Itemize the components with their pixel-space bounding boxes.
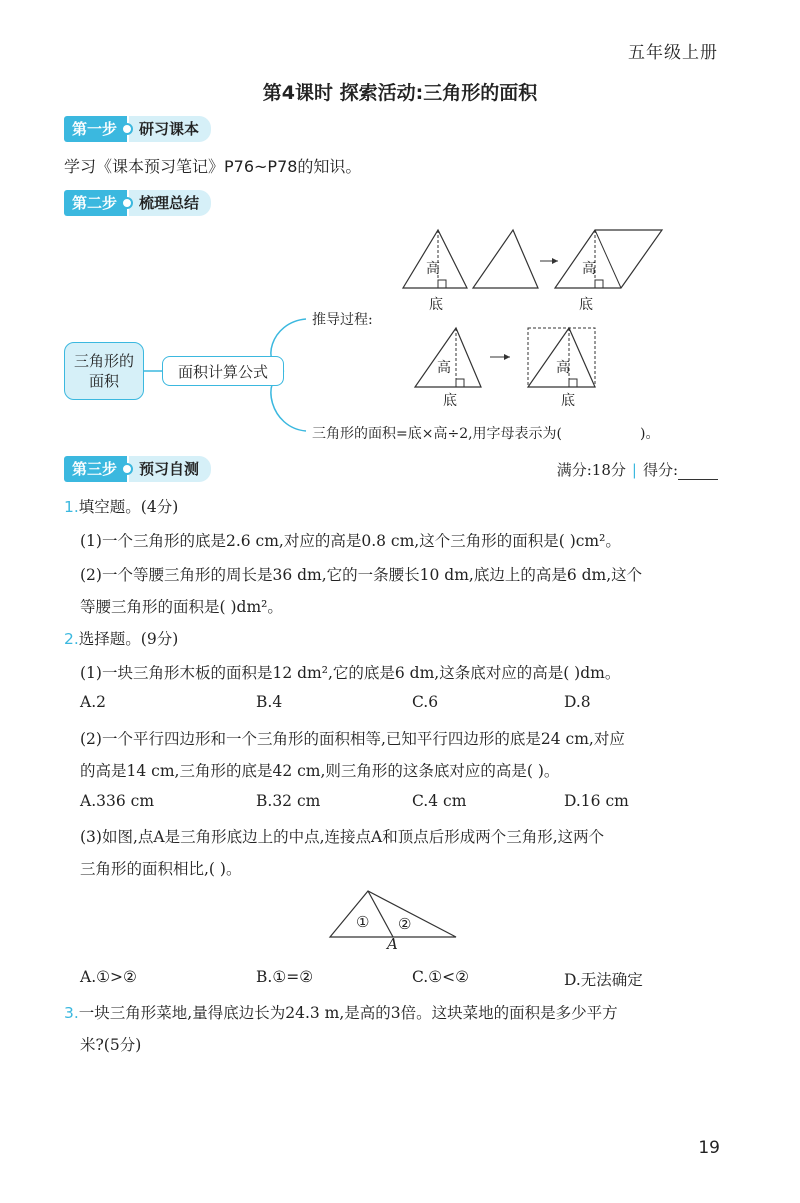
step1-text: 学习《课本预习笔记》P76~P78的知识。 [64,157,362,176]
point-a-label: A [387,935,398,953]
q2-p1-option-b[interactable]: B.4 [256,693,283,711]
q3-line2: 米?(5分) [80,1036,142,1054]
height-label: 高 [437,360,451,376]
q2-p1-option-a[interactable]: A.2 [80,693,106,711]
score-label: 得分: [642,461,678,479]
q1-heading: 1.填空题。(4分) [64,498,179,516]
q2-heading: 2.选择题。(9分) [64,630,179,648]
height-label: 高 [426,261,440,277]
lesson-title: 第4课时 探索活动:三角形的面积 [262,82,538,104]
q2-part3-line1: (3)如图,点A是三角形底边上的中点,连接点A和顶点后形成两个三角形,这两个 [80,828,605,846]
score-line: 满分:18分 | 得分: [557,459,718,480]
derivation-diagram [395,224,675,420]
height-label: 高 [582,261,596,277]
score-blank[interactable] [678,463,718,480]
q2-p3-option-c[interactable]: C.①<② [412,968,470,986]
q2-p1-option-d[interactable]: D.8 [564,693,591,711]
grade-label: 五年级上册 [628,43,718,63]
q2-p3-option-d[interactable]: D.无法确定 [564,971,643,989]
region-1-label: ① [356,913,370,931]
formula-text: 三角形的面积=底×高÷2,用字母表示为( )。 [312,426,660,442]
base-label: 底 [579,297,593,313]
step2-tag: 第二步 [64,190,127,216]
q2-p2-option-d[interactable]: D.16 cm [564,792,629,810]
base-label: 底 [443,393,457,409]
q2-part2-line2: 的高是14 cm,三角形的底是42 cm,则三角形的这条底对应的高是( )。 [80,762,560,780]
step3-name: 预习自测 [129,456,211,482]
step-dot-icon [121,463,133,475]
base-label: 底 [561,393,575,409]
q2-p2-option-a[interactable]: A.336 cm [80,792,155,810]
q1-part1: (1)一个三角形的底是2.6 cm,对应的高是0.8 cm,这个三角形的面积是( )cm²。 [80,532,621,550]
q2-part2-line1: (2)一个平行四边形和一个三角形的面积相等,已知平行四边形的底是24 cm,对应 [80,730,625,748]
step1-name: 研习课本 [129,116,211,142]
q1-part2-line2: 等腰三角形的面积是( )dm²。 [80,598,283,616]
q2-p2-option-c[interactable]: C.4 cm [412,792,467,810]
q1-part2-line1: (2)一个等腰三角形的周长是36 dm,它的一条腰长10 dm,底边上的高是6 dm,这个 [80,566,643,584]
q2-part3-line2: 三角形的面积相比,( )。 [80,860,242,878]
step1-tag: 第一步 [64,116,127,142]
step-dot-icon [121,123,133,135]
q2-p3-option-b[interactable]: B.①=② [256,968,314,986]
region-2-label: ② [398,915,412,933]
step2-name: 梳理总结 [129,190,211,216]
height-label: 高 [556,360,570,376]
q2-p2-option-b[interactable]: B.32 cm [256,792,321,810]
mindmap-formula-node: 面积计算公式 [162,356,284,386]
derivation-label: 推导过程: [312,312,373,328]
step3-header [64,456,211,482]
q3-line1: 3.一块三角形菜地,量得底边长为24.3 m,是高的3倍。这块菜地的面积是多少平方 [64,1004,618,1022]
step-dot-icon [121,197,133,209]
step3-tag: 第三步 [64,456,127,482]
page-number: 19 [698,1138,720,1158]
q2-part1: (1)一块三角形木板的面积是12 dm²,它的底是6 dm,这条底对应的高是( )dm。 [80,664,621,682]
q2-p1-option-c[interactable]: C.6 [412,693,439,711]
full-score: 满分:18分 [556,461,626,479]
q2-p3-option-a[interactable]: A.①>② [80,968,137,986]
mindmap-main-node: 三角形的面积 [64,342,144,400]
base-label: 底 [429,297,443,313]
